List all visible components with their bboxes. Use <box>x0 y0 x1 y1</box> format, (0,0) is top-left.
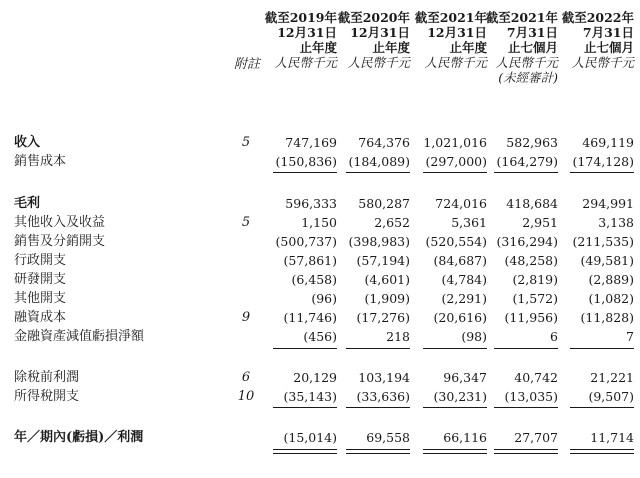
value-cell: (174,128) <box>572 154 634 169</box>
value-cell: (4,784) <box>441 272 487 287</box>
value-cell: (11,828) <box>580 310 634 325</box>
column-header-line2: 12月31日 <box>277 25 337 40</box>
value-cell: 596,333 <box>285 196 337 211</box>
value-cell: 103,194 <box>358 370 410 385</box>
value-cell: 5,361 <box>451 215 487 230</box>
value-cell: (11,956) <box>504 310 558 325</box>
value-cell: (1,082) <box>588 291 634 306</box>
value-cell: (2,819) <box>512 272 558 287</box>
value-cell: (4,601) <box>364 272 410 287</box>
table-row <box>0 429 640 446</box>
value-cell: (15,014) <box>283 430 337 445</box>
value-cell: (84,687) <box>433 253 487 268</box>
column-header-line2: 12月31日 <box>350 25 410 40</box>
column-header-line3: 止七個月 <box>507 40 558 55</box>
value-cell: (49,581) <box>580 253 634 268</box>
double-underline-rule <box>273 449 337 454</box>
value-cell: (17,276) <box>356 310 410 325</box>
value-cell: (316,294) <box>496 234 558 249</box>
value-cell: 582,963 <box>506 135 558 150</box>
column-header-line3: 止年度 <box>299 40 337 55</box>
value-cell: (6,458) <box>291 272 337 287</box>
note-column-header: 附註 <box>234 57 261 72</box>
row-note: 5 <box>241 135 251 150</box>
value-cell: 69,558 <box>366 430 410 445</box>
underline-rule <box>273 348 337 349</box>
column-header-line1: 截至2021年 <box>485 10 558 25</box>
table-row <box>0 271 640 288</box>
column-header-line2: 12月31日 <box>427 25 487 40</box>
column-header-line5: (未經審計) <box>498 70 558 85</box>
value-cell: (57,194) <box>356 253 410 268</box>
value-cell: (184,089) <box>348 154 410 169</box>
underline-rule <box>494 407 558 408</box>
table-row <box>0 309 640 326</box>
value-cell: (1,572) <box>512 291 558 306</box>
value-cell: 218 <box>386 329 410 344</box>
value-cell: 27,707 <box>514 430 558 445</box>
row-label: 銷售及分銷開支 <box>14 234 106 249</box>
value-cell: (164,279) <box>496 154 558 169</box>
row-note: 5 <box>241 215 251 230</box>
value-cell: 2,652 <box>374 215 410 230</box>
underline-rule <box>423 407 487 408</box>
value-cell: (30,231) <box>433 389 487 404</box>
row-label: 行政開支 <box>14 253 67 268</box>
row-label: 其他開支 <box>14 291 67 306</box>
column-header <box>544 10 634 70</box>
double-underline-rule <box>423 449 487 454</box>
table-row <box>0 369 640 386</box>
table-row <box>0 290 640 307</box>
value-cell: 7 <box>626 329 634 344</box>
table-row <box>0 134 640 151</box>
underline-rule <box>494 348 558 349</box>
value-cell: (456) <box>303 329 337 344</box>
value-cell: 418,684 <box>506 196 558 211</box>
value-cell: (2,889) <box>588 272 634 287</box>
value-cell: (13,035) <box>504 389 558 404</box>
row-label: 所得稅開支 <box>14 389 80 404</box>
value-cell: (211,535) <box>572 234 634 249</box>
row-label: 研發開支 <box>14 272 67 287</box>
column-header-line2: 7月31日 <box>506 25 558 40</box>
value-cell: 1,150 <box>301 215 337 230</box>
value-cell: (520,554) <box>425 234 487 249</box>
row-label: 年／期內(虧損)／利潤 <box>14 430 144 445</box>
value-cell: 96,347 <box>443 370 487 385</box>
table-row <box>0 214 640 231</box>
table-row <box>0 328 640 345</box>
value-cell: 1,021,016 <box>423 135 487 150</box>
value-cell: (398,983) <box>348 234 410 249</box>
underline-rule <box>346 172 410 173</box>
value-cell: 40,742 <box>514 370 558 385</box>
table-row <box>0 153 640 170</box>
underline-rule <box>494 172 558 173</box>
value-cell: (96) <box>311 291 337 306</box>
column-header-line4: 人民幣千元 <box>495 55 558 70</box>
value-cell: (150,836) <box>275 154 337 169</box>
column-header-line3: 止七個月 <box>583 40 634 55</box>
column-header-line2: 7月31日 <box>582 25 634 40</box>
row-label: 其他收入及收益 <box>14 215 106 230</box>
column-header-line4: 人民幣千元 <box>424 55 487 70</box>
value-cell: 11,714 <box>590 430 634 445</box>
row-label: 毛利 <box>14 196 41 211</box>
underline-rule <box>570 348 634 349</box>
table-row <box>0 195 640 212</box>
value-cell: 294,991 <box>582 196 634 211</box>
value-cell: (1,909) <box>364 291 410 306</box>
value-cell: (57,861) <box>283 253 337 268</box>
value-cell: 20,129 <box>293 370 337 385</box>
row-label: 金融資產減值虧損淨額 <box>14 329 145 344</box>
value-cell: 469,119 <box>582 135 634 150</box>
value-cell: 2,951 <box>522 215 558 230</box>
row-label: 銷售成本 <box>14 154 67 169</box>
underline-rule <box>346 348 410 349</box>
column-header-line4: 人民幣千元 <box>347 55 410 70</box>
value-cell: 21,221 <box>590 370 634 385</box>
underline-rule <box>273 172 337 173</box>
column-header-line3: 止年度 <box>449 40 487 55</box>
double-underline-rule <box>570 449 634 454</box>
value-cell: (9,507) <box>588 389 634 404</box>
value-cell: (35,143) <box>283 389 337 404</box>
value-cell: 764,376 <box>358 135 410 150</box>
value-cell: (297,000) <box>425 154 487 169</box>
value-cell: 6 <box>550 329 558 344</box>
underline-rule <box>273 407 337 408</box>
underline-rule <box>570 172 634 173</box>
value-cell: 3,138 <box>598 215 634 230</box>
underline-rule <box>423 348 487 349</box>
column-header-line4: 人民幣千元 <box>274 55 337 70</box>
column-header-line1: 截至2021年 <box>414 10 487 25</box>
value-cell: 580,287 <box>358 196 410 211</box>
column-header-line1: 截至2020年 <box>337 10 410 25</box>
row-note: 6 <box>241 370 251 385</box>
row-note: 9 <box>241 310 251 325</box>
row-note: 10 <box>237 389 255 404</box>
value-cell: (11,746) <box>283 310 337 325</box>
underline-rule <box>346 407 410 408</box>
row-label: 收入 <box>14 135 41 150</box>
row-label: 融資成本 <box>14 310 67 325</box>
value-cell: 66,116 <box>443 430 487 445</box>
column-header-line1: 截至2019年 <box>264 10 337 25</box>
double-underline-rule <box>346 449 410 454</box>
table-row <box>0 233 640 250</box>
row-label: 除稅前利潤 <box>14 370 80 385</box>
table-row <box>0 252 640 269</box>
table-row <box>0 388 640 405</box>
underline-rule <box>570 407 634 408</box>
value-cell: 724,016 <box>435 196 487 211</box>
value-cell: (98) <box>461 329 487 344</box>
column-header-line1: 截至2022年 <box>561 10 634 25</box>
double-underline-rule <box>494 449 558 454</box>
value-cell: (48,258) <box>504 253 558 268</box>
value-cell: 747,169 <box>285 135 337 150</box>
value-cell: (2,291) <box>441 291 487 306</box>
column-header-line3: 止年度 <box>372 40 410 55</box>
value-cell: (500,737) <box>275 234 337 249</box>
underline-rule <box>423 172 487 173</box>
value-cell: (20,616) <box>433 310 487 325</box>
column-header-line4: 人民幣千元 <box>571 55 634 70</box>
value-cell: (33,636) <box>356 389 410 404</box>
